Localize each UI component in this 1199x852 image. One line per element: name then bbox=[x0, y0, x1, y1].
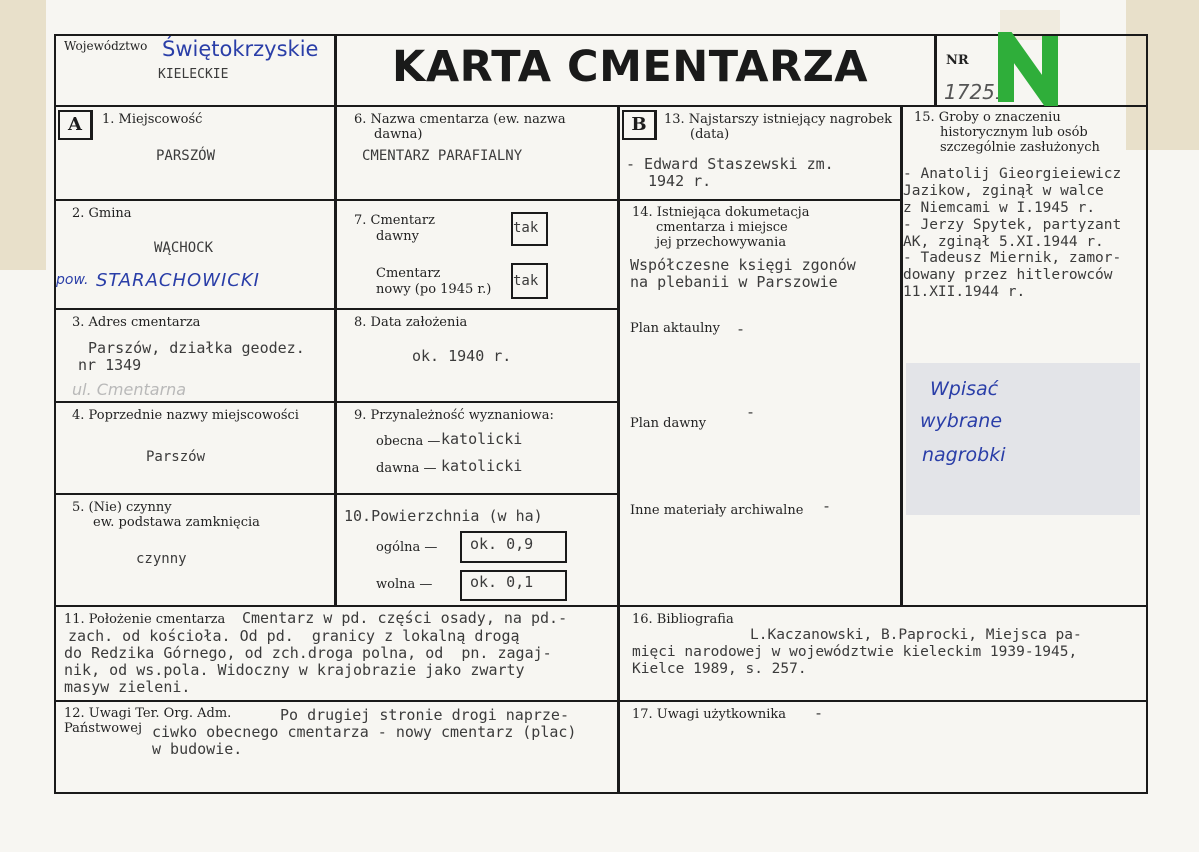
field-5-label-1: 5. (Nie) czynny bbox=[72, 500, 172, 515]
field-12-line-3: w budowie. bbox=[152, 740, 243, 758]
field-11-line-2: zach. od kościoła. Od pd. granicy z lokalną drogą bbox=[68, 627, 520, 645]
field-3-value-2: nr 1349 bbox=[78, 356, 142, 374]
tape-top-right bbox=[1126, 0, 1199, 150]
field-6-label-2: dawna) bbox=[374, 127, 423, 142]
green-marker-n bbox=[996, 32, 1062, 106]
field-15-line-1: - Anatolij Gieorgieiewicz bbox=[903, 166, 1122, 182]
field-9-dawna-value: katolicki bbox=[441, 457, 523, 475]
field-9-obecna-value: katolicki bbox=[441, 430, 523, 448]
field-11-line-3: do Redzika Górnego, od zch.droga polna, od pn. zagaj- bbox=[64, 644, 552, 662]
field-15-line-5: AK, zginął 5.XI.1944 r. bbox=[903, 234, 1104, 250]
field-7-nowy-2: nowy (po 1945 r.) bbox=[376, 282, 492, 297]
field-11-line-1: Cmentarz w pd. części osady, na pd.- bbox=[242, 609, 568, 627]
c1-h3 bbox=[54, 401, 335, 403]
field-3-hand: ul. Cmentarna bbox=[72, 380, 187, 399]
field-8-label: 8. Data założenia bbox=[354, 315, 468, 330]
frame-top bbox=[54, 34, 1148, 36]
field-11-line-5: masyw zieleni. bbox=[64, 678, 191, 696]
field-15-line-6: - Tadeusz Miernik, zamor- bbox=[903, 250, 1122, 266]
field-7-box-dawny-value: tak bbox=[513, 220, 539, 236]
field-10-ogolna-value: ok. 0,9 bbox=[470, 535, 534, 553]
field-16-label: 16. Bibliografia bbox=[632, 612, 734, 627]
field-7-dawny: dawny bbox=[376, 229, 419, 244]
field-10-ogolna-label: ogólna — bbox=[376, 540, 438, 555]
wojewodztwo-handwritten: Świętokrzyskie bbox=[162, 37, 319, 61]
lower-h1 bbox=[54, 605, 1148, 607]
c2-h4 bbox=[335, 493, 618, 495]
c2-h1 bbox=[335, 199, 618, 201]
plan-aktualny-value: - bbox=[736, 320, 746, 338]
field-14-value-1: Współczesne księgi zgonów bbox=[630, 256, 856, 274]
field-3-value-1: Parszów, działka geodez. bbox=[88, 339, 305, 357]
frame-right bbox=[1146, 34, 1148, 794]
section-b-letter: B bbox=[622, 110, 657, 140]
c1-h4 bbox=[54, 493, 335, 495]
field-14-label-2: cmentarza i miejsce bbox=[656, 220, 788, 235]
field-17-value: - bbox=[814, 704, 824, 722]
field-12-label-2: Państwowej bbox=[64, 721, 142, 736]
c2-h3 bbox=[335, 401, 618, 403]
field-15-label-2: historycznym lub osób bbox=[940, 125, 1088, 140]
field-1-label: 1. Miejscowość bbox=[102, 112, 203, 127]
field-9-label: 9. Przynależność wyznaniowa: bbox=[354, 408, 554, 423]
field-6-label-1: 6. Nazwa cmentarza (ew. nazwa bbox=[354, 112, 566, 127]
field-7-nowy-1: Cmentarz bbox=[376, 266, 441, 281]
frame-left bbox=[54, 34, 56, 794]
field-15-label-3: szczególnie zasłużonych bbox=[940, 140, 1100, 155]
sticky-note-line-2: wybrane bbox=[920, 410, 1003, 432]
field-11-line-4: nik, od ws.pola. Widoczny w krajobrazie jako zwarty bbox=[64, 661, 525, 679]
inne-materialy-label: Inne materiały archiwalne bbox=[630, 503, 804, 518]
field-15-line-8: 11.XII.1944 r. bbox=[903, 284, 1026, 300]
field-13-value-2: 1942 r. bbox=[648, 172, 712, 190]
inne-materialy-value: - bbox=[822, 497, 832, 515]
col-divider-2 bbox=[617, 105, 620, 793]
c3-h1 bbox=[618, 199, 902, 201]
field-4-label: 4. Poprzednie nazwy miejscowości bbox=[72, 408, 299, 423]
field-11-label: 11. Położenie cmentarza bbox=[64, 612, 226, 627]
field-9-dawna-label: dawna — bbox=[376, 461, 437, 476]
field-13-label-2: (data) bbox=[690, 127, 730, 142]
field-2-label: 2. Gmina bbox=[72, 206, 132, 221]
field-16-line-2: mięci narodowej w województwie kieleckim 1939-1945, bbox=[632, 644, 1078, 660]
field-13-label-1: 13. Najstarszy istniejący nagrobek bbox=[664, 112, 893, 127]
field-15-label-1: 15. Groby o znaczeniu bbox=[914, 110, 1061, 125]
field-14-label-1: 14. Istniejąca dokumetacja bbox=[632, 205, 810, 220]
field-2-hand-value: STARACHOWICKI bbox=[96, 270, 260, 291]
field-12-line-1: Po drugiej stronie drogi naprze- bbox=[280, 706, 569, 724]
sticky-note-line-3: nagrobki bbox=[922, 444, 1006, 466]
field-16-line-1: L.Kaczanowski, B.Paprocki, Miejsca pa- bbox=[750, 627, 1082, 643]
field-16-line-3: Kielce 1989, s. 257. bbox=[632, 661, 807, 677]
field-10-wolna-value: ok. 0,1 bbox=[470, 573, 534, 591]
field-10-wolna-label: wolna — bbox=[376, 577, 433, 592]
field-10-label: 10.Powierzchnia (w ha) bbox=[344, 507, 543, 525]
c1-h1 bbox=[54, 199, 335, 201]
field-8-value: ok. 1940 r. bbox=[412, 347, 512, 365]
nr-handwritten: 17251 bbox=[944, 80, 1008, 104]
lower-h2 bbox=[54, 700, 1148, 702]
c2-h2 bbox=[335, 308, 618, 310]
field-14-value-2: na plebanii w Parszowie bbox=[630, 273, 838, 291]
field-17-label: 17. Uwagi użytkownika bbox=[632, 707, 787, 722]
plan-dawny-value: - bbox=[746, 403, 756, 421]
field-3-label: 3. Adres cmentarza bbox=[72, 315, 201, 330]
field-7-box-nowy-value: tak bbox=[513, 273, 539, 289]
field-7-label: 7. Cmentarz bbox=[354, 213, 435, 228]
field-13-value-1: - Edward Staszewski zm. bbox=[626, 155, 834, 173]
field-12-label-1: 12. Uwagi Ter. Org. Adm. bbox=[64, 706, 232, 721]
frame-bottom bbox=[54, 792, 1148, 794]
field-15-line-2: Jazikow, zginął w walce bbox=[903, 183, 1104, 199]
field-14-label-3: jej przechowywania bbox=[656, 235, 787, 250]
col-divider-1 bbox=[334, 105, 337, 605]
field-1-value: PARSZÓW bbox=[156, 148, 216, 164]
field-15-line-3: z Niemcami w I.1945 r. bbox=[903, 200, 1096, 216]
header-bottom bbox=[54, 105, 1148, 107]
header-divider-2 bbox=[934, 34, 937, 106]
page-title: KARTA CMENTARZA bbox=[392, 42, 869, 92]
wojewodztwo-label: Województwo bbox=[64, 39, 148, 53]
field-5-value: czynny bbox=[136, 551, 187, 567]
field-5-label-2: ew. podstawa zamknięcia bbox=[93, 515, 260, 530]
field-4-value: Parszów bbox=[146, 449, 206, 465]
field-15-line-4: - Jerzy Spytek, partyzant bbox=[903, 217, 1122, 233]
field-12-line-2: ciwko obecnego cmentarza - nowy cmentarz (plac) bbox=[152, 723, 577, 741]
field-2-hand-prefix: pow. bbox=[56, 272, 89, 288]
nr-label: NR bbox=[946, 53, 969, 68]
field-6-value: CMENTARZ PARAFIALNY bbox=[362, 148, 523, 164]
header-divider-1 bbox=[334, 34, 337, 106]
plan-dawny-label: Plan dawny bbox=[630, 416, 707, 431]
sticky-note-line-1: Wpisać bbox=[930, 378, 999, 400]
c1-h2 bbox=[54, 308, 335, 310]
section-a-letter: A bbox=[58, 110, 93, 140]
field-2-value: WĄCHOCK bbox=[154, 240, 214, 256]
tape-top-left bbox=[0, 0, 46, 270]
field-15-line-7: dowany przez hitlerowców bbox=[903, 267, 1113, 283]
wojewodztwo-value: KIELECKIE bbox=[158, 67, 229, 82]
plan-aktualny-label: Plan aktaulny bbox=[630, 321, 721, 336]
field-9-obecna-label: obecna — bbox=[376, 434, 441, 449]
